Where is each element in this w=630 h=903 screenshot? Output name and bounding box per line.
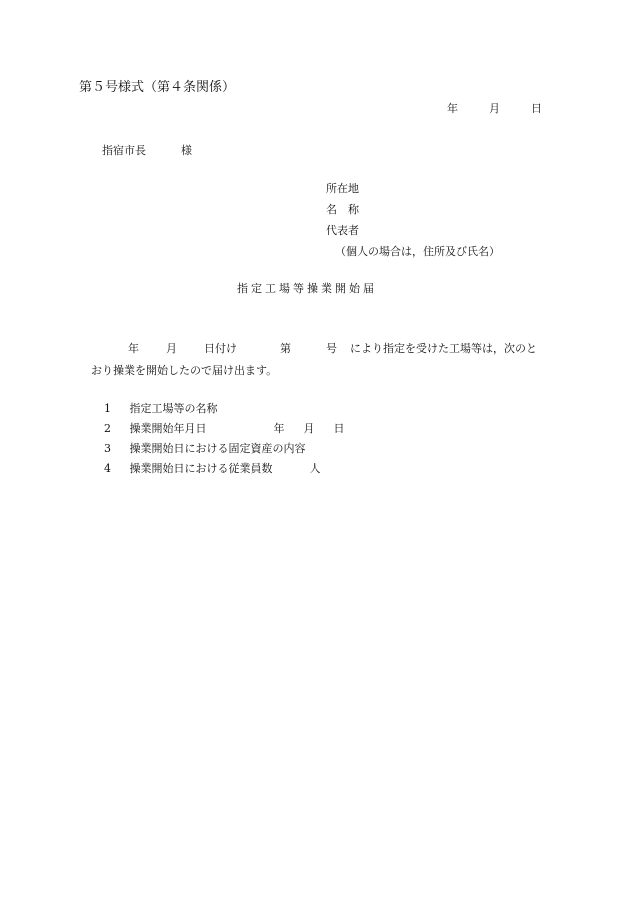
applicant-name-label: 名 称 (326, 203, 359, 216)
item-label: 操業開始年月日 (129, 422, 207, 435)
item-2 (104, 422, 345, 436)
date-month: 月 (489, 102, 500, 115)
date-year: 年 (447, 102, 458, 115)
body-line1-rest: により指定を受けた工場等は，次のと (350, 342, 537, 355)
applicant-representative-label: 代表者 (326, 224, 359, 237)
item-4 (104, 462, 321, 476)
addressee-name: 指宿市長 (102, 144, 146, 157)
item-label: 操業開始日における固定資産の内容 (129, 442, 306, 455)
addressee-honorific: 様 (181, 144, 192, 157)
body-line-2: おり操業を開始したので届け出ます。 (91, 364, 278, 377)
body-year: 年 (128, 342, 139, 355)
item-number: 4 (104, 462, 111, 475)
body-dated: 日付け (204, 342, 237, 355)
item-label: 操業開始日における従業員数 (129, 462, 273, 475)
addressee (102, 144, 192, 158)
document-title: 指定工場等操業開始届 (237, 282, 377, 295)
applicant-individual-note: （個人の場合は，住所及び氏名） (335, 245, 500, 258)
body-month: 月 (166, 342, 177, 355)
body-line-1 (128, 342, 537, 356)
item-1 (104, 402, 218, 416)
item-2-month: 月 (303, 422, 315, 435)
item-number: 3 (104, 442, 111, 455)
item-number: 2 (104, 422, 111, 435)
item-2-year: 年 (273, 422, 285, 435)
item-3 (104, 442, 306, 456)
body-dai: 第 (280, 342, 291, 355)
item-4-unit: 人 (309, 462, 321, 475)
item-label: 指定工場等の名称 (129, 402, 218, 415)
applicant-address-label: 所在地 (326, 182, 359, 195)
form-number: 第５号様式（第４条関係） (79, 80, 236, 95)
submission-date (447, 102, 542, 116)
date-day: 日 (531, 102, 542, 115)
body-go: 号 (326, 342, 337, 355)
item-number: 1 (104, 402, 111, 415)
item-2-day: 日 (333, 422, 345, 435)
